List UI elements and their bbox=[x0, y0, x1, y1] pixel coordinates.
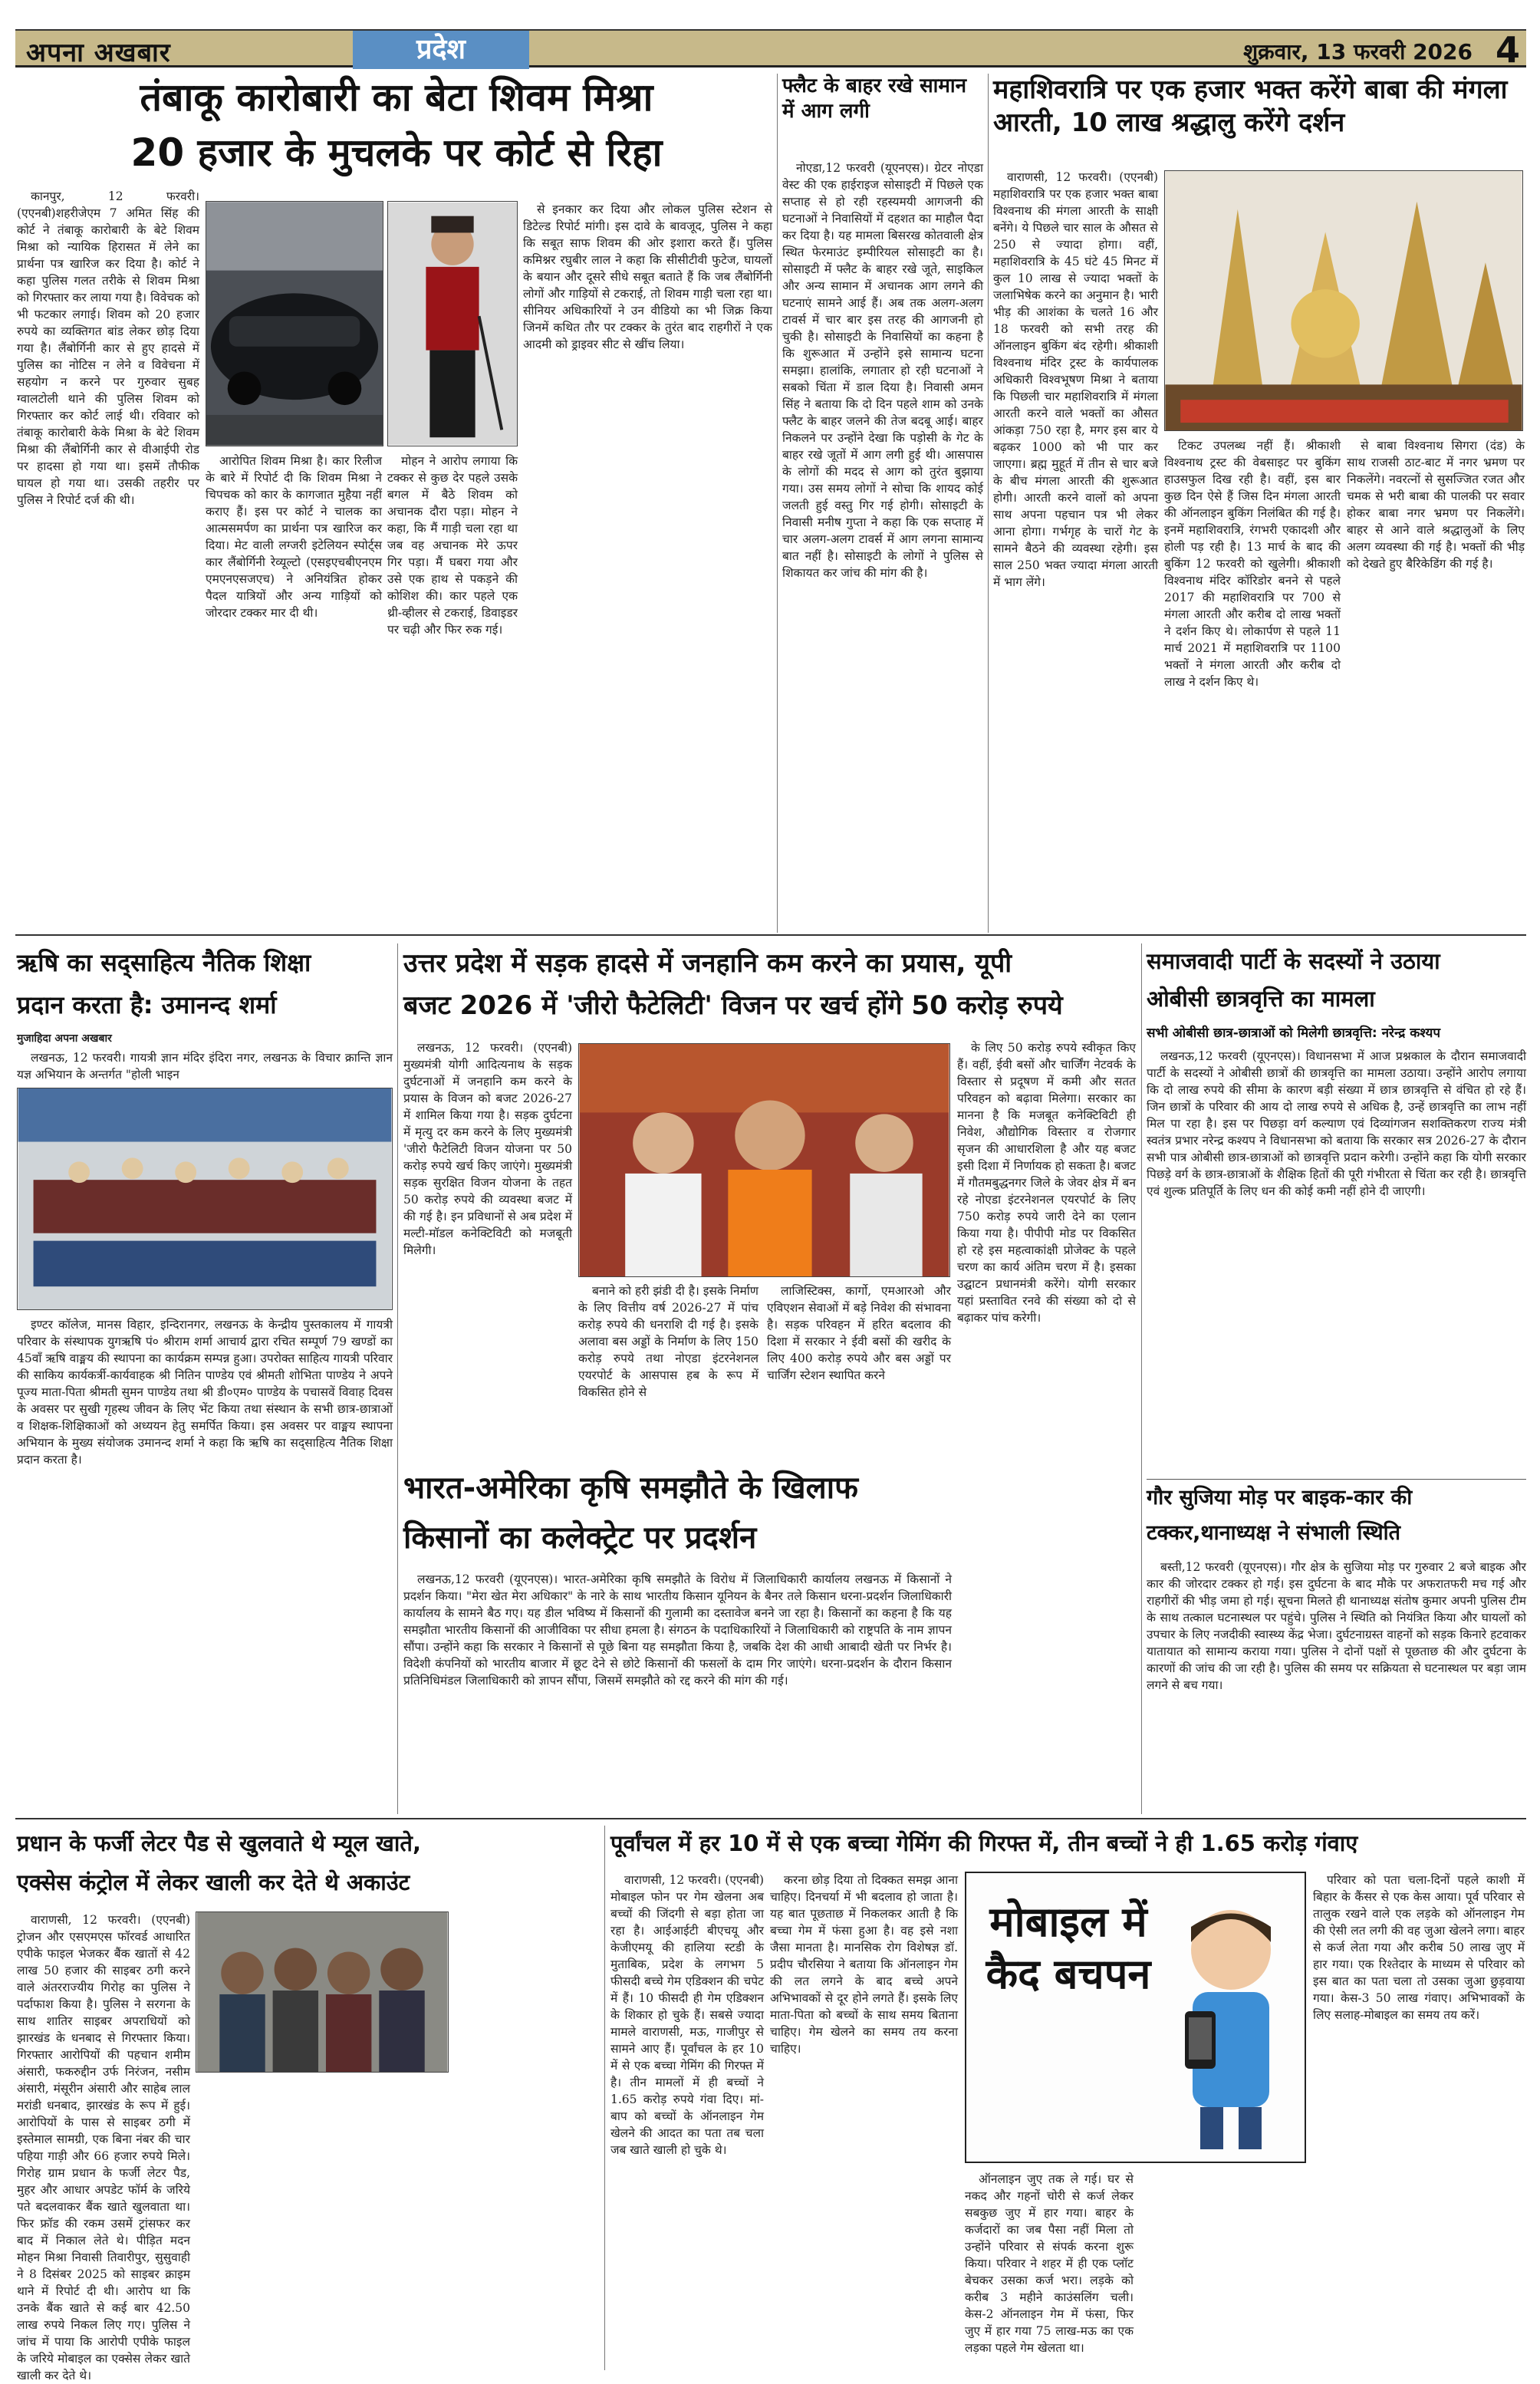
story10-column-2: करना छोड़ दिया तो दिक्कत समझ आना चाहिए। दिनचर्या में भी बदलाव हो जाता है। यह बात पूछताछ में निकलकर आती है कि बच्चा गेम में फंसा हुआ है। वह इसे नशा जैसा मानता है। मानसिक रोग विशेषज्ञ डॉ. प्रदीप चौरसिया ने बताया कि ऑनलाइन गेम की लत लगने के बाद बच्चे अपने अभिभावकों से दूर होने लगते हैं। इसके लिए माता-पिता को बच्चों के साथ समय बिताना चाहिए। गेम खेलने का समय तय करना चाहिए। bbox=[770, 1873, 958, 2056]
story7-headline-line2: ओबीसी छात्रवृत्ति का मामला bbox=[1147, 986, 1375, 1012]
story2-body: नोएडा,12 फरवरी (यूएनएस)। ग्रेटर नोएडा वेस्ट की एक हाईराइज सोसाइटी में पिछले एक सप्ताह से हो रही रहस्यमयी आगजनी की घटनाओं ने निवासियों में दहशत का माहौल पैदा कर दिया है। यह मामला बिसरख कोतवाली क्षेत्र स्थित फेरमाउंट इम्पीरियल सोसाइटी का है। सोसाइटी में फ्लैट के बाहर रखे जूते, साइकिल और अन्य सामान में अचानक आग लगने की घटनाएं सामने आई हैं। अब तक अलग-अलग टावर्स में चार बार इस तरह की आगजनी हो चुकी है। सोसाइटी के निवासियों का कहना है कि शुरूआत में उन्होंने इसे सामान्य घटना समझा। हालांकि, लगातार हो रही घटनाओं ने सबको चिंता में डाल दिया है। निवासी अमन सिंह ने बताया कि दो दिन पहले शाम को उनके फ्लैट के बाहर जलने की तेज बदबू आई। बाहर निकलने पर उन्होंने देखा कि पड़ोसी के गेट के बाहर रखे जूतों में आग लगी हुई थी। आसपास के लोगों की मदद से आग को तुरंत बुझाया गया। उस समय लोगों ने सोचा कि शायद कोई जलती हुई वस्तु गिर गई होगी। सोसाइटी के निवासी मनीष गुप्ता ने कहा कि एक सप्ताह में चार अलग-अलग टावर्स में आग लगना सामान्य बात नहीं है। सोसाइटी के लोगों ने पुलिस से शिकायत कर जांच की मांग की है। bbox=[782, 161, 983, 580]
column-divider bbox=[988, 74, 989, 933]
story1-column-2: आरोपित शिवम मिश्रा है। कार रिलीज के बारे में रिपोर्ट दी कि शिवम मिश्रा ने चिपचक को कार के कागजात मुहैया नहीं कराए हैं। इस पर कोर्ट ने चालक का आत्मसमर्पण का प्रार्थना पत्र खारिज कर दिया। मेट वाली लग्जरी इटेलियन स्पोर्ट्स कार लैंबोर्गिनी रेव्यूल्टो (एसइएचबीएनएम एमएनएसजएच) ने अनियंत्रित होकर पैदल यात्रियों और अन्य गाड़ियों को जोरदार टक्कर मार दी थी। bbox=[206, 454, 382, 620]
story5-column-3: लाजिस्टिक्स, कार्गो, एमआरओ और एविएशन सेवाओं में बड़े निवेश की संभावना है। सड़क परिवहन में हरित बदलाव की दिशा में सरकार ने ईवी बसों की खरीद के लिए 400 करोड़ रुपये और बस अड्डों पर चार्जिंग स्टेशन स्थापित करने bbox=[767, 1284, 951, 1382]
temple-photo bbox=[1164, 170, 1523, 431]
story5-headline-line1: उत्तर प्रदेश में सड़क हादसे में जनहानि कम करने का प्रयास, यूपी bbox=[403, 948, 1012, 979]
story3-column-3: से बाबा विश्वनाथ सिगरा (दंड) के साथ राजसी ठाट-बाट में नगर भ्रमण पर निकलेंगे। नवरत्नों से सुसज्जित रजत और चमक से भरी बाबा की पालकी पर सवार होकर बाबा नगर भ्रमण पर निकलेंगे। बाहर से आने वाले श्रद्धालुओं के लिए अलग व्यवस्था की गई है। भक्तों की भीड़ को देखते हुए बैरिकेडिंग की गई है। bbox=[1347, 439, 1525, 571]
story4-body: इण्टर कॉलेज, मानस विहार, इन्दिरानगर, लखनऊ के केन्द्रीय पुस्तकालय में गायत्री परिवार के संस्थापक युगऋषि पं० श्रीराम शर्मा आचार्य द्वारा रचित सम्पूर्ण 79 खण्डों का 45वाँ ऋषि वाङ्मय की स्थापना का कार्यक्रम सम्पन्न हुआ। उपरोक्त साहित्य गायत्री परिवार की साकिय कार्यकर्त्री-कार्यवाहक श्री नितिन पाण्डेय एवं श्रीमती शोभिता पाण्डेय ने अपने पूज्य माता-पिता श्रीमती सुमन पाण्डेय तथा श्री डी०एम० पाण्डेय के पचासवें विवाह दिवस के अवसर पर सुखी गृहस्थ जीवन के लिए भेंट किया तथा संस्थान के सभी छात्र-छात्राओं व शिक्षक-शिक्षिकाओं को अध्ययन हेतु समर्पित किया। इस अवसर पर वाङ्मय स्थापना अभियान के मुख्य संयोजक उमानन्द शर्मा ने कहा कि ऋषि का सद्साहित्य नैतिक शिक्षा प्रदान करता है। bbox=[17, 1318, 393, 1467]
story1-column-3: मोहन ने आरोप लगाया कि टक्कर से कुछ देर पहले उसके बगल में बैठे शिवम को अचानक दौरा पड़ा। मोहन ने कहा, कि मैं गाड़ी चला रहा था जब वह अचानक मेरे ऊपर गिर पड़ा। मैं घबरा गया और उसे एक हाथ से पकड़ने की कोशिश की। कार पहले एक थ्री-व्हीलर से टकराई, डिवाइडर पर चढ़ी और फिर रुक गई। bbox=[387, 454, 518, 637]
story5-column-1: लखनऊ, 12 फरवरी। (एएनबी) मुख्यमंत्री योगी आदित्यनाथ के सड़क दुर्घटनाओं में जनहानि कम करने के प्रयास के विजन को बजट 2026-27 में शामिल किया गया है। सड़क दुर्घटना में मृत्यु दर कम करने के लिए मुख्यमंत्री 'जीरो फैटेलिटी विजन योजना पर 50 करोड़ रुपये खर्च किए जाएंगे। मुख्यमंत्री सड़क सुरक्षित विजन योजना के तहत 50 करोड़ रुपये की व्यवस्था बजट में की गई है। इन प्रविधानों से अब प्रदेश में मल्टी-मॉडल कनेक्टिविटी को मजबूती मिलेगी। bbox=[403, 1041, 572, 1257]
yogi-photo bbox=[578, 1043, 950, 1277]
story7-subhead: सभी ओबीसी छात्र-छात्राओं को मिलेगी छात्रवृत्ति: नरेन्द्र कश्यप bbox=[1147, 1026, 1441, 1041]
column-divider bbox=[604, 1826, 605, 2370]
column-divider bbox=[397, 943, 398, 1814]
story3-column-1: वाराणसी, 12 फरवरी। (एएनबी) महाशिवरात्रि पर एक हजार भक्त बाबा विश्वनाथ की मंगला आरती के साक्षी बनेंगे। ये पिछले चार साल के औसत से 250 से ज्यादा होगा। वहीं, महाशिवरात्रि के 45 घंटे 45 मिनट में कुल 10 लाख से ज्यादा भक्तों के जलाभिषेक करने का अनुमान है। भारी भीड़ की आशंका के चलते 16 और 18 फरवरी को सभी तरह की ऑनलाइन बुकिंग बंद रहेगी। श्रीकाशी विश्वनाथ मंदिर ट्रस्ट के कार्यपालक अधिकारी विश्वभूषण मिश्रा ने बताया कि पिछली चार महाशिवरात्रि में मंगला आरती करने वाले भक्तों का औसत आंकड़ा 750 रहा है, मगर इस बार ये बढ़कर 1000 को भी पार कर जाएगा। ब्रह्म मुहूर्त में तीन से चार बजे के बीच मंगला आरती की शुरूआत होगी। आरती करने वालों को अपना साथ अपना पहचान पत्र भी लेकर आना होगा। गर्भगृह के चारों गेट के सामने बैठने की व्यवस्था रहेगी। इस साल 250 भक्त ज्यादा मंगला आरती में भाग लेंगे। bbox=[993, 170, 1158, 589]
page-number: 4 bbox=[1495, 29, 1520, 71]
arrested-men-photo bbox=[196, 1911, 449, 2073]
story7-body: लखनऊ,12 फरवरी (यूएनएस)। विधानसभा में आज प्रश्नकाल के दौरान समाजवादी पार्टी के सदस्यों ने ओबीसी छात्रों की छात्रवृत्ति का मामला उठाया। उन्होंने आरोप लगाया कि दो लाख रुपये की सीमा के कारण बड़ी संख्या में छात्र छात्रवृत्ति से वंचित हो रहे हैं। जिन छात्रों के परिवार की आय दो लाख रुपये से अधिक है, उन्हें छात्रवृत्ति का लाभ नहीं मिल पा रहा है। इस पर पिछड़ा वर्ग कल्याण एवं दिव्यांगजन सशक्तिकरण राज्य मंत्री स्वतंत्र प्रभार नरेन्द्र कश्यप ने विधानसभा को बताया कि सरकार सत्र 2026-27 के दौरान सभी पात्र ओबीसी छात्र-छात्राओं को छात्रवृत्ति प्रदान करेगी। उन्होंने कहा कि योगी सरकार पिछड़े वर्ग के छात्र-छात्राओं के शैक्षिक हितों की पूरी गंभीरता से चिंता कर रही है। छात्रवृत्ति एवं शुल्क प्रतिपूर्ति के लिए धन की कोई कमी नहीं होने दी जाएगी। bbox=[1147, 1049, 1526, 1198]
story10-column-4: परिवार को पता चला-दिनों पहले काशी में बिहार के कैंसर से एक केस आया। पूर्व परिवार से तालुक रखने वाले एक लड़के को ऑनलाइन गेम की ऐसी लत लगी की वह जुआ खेलने लगा। बाहर से कर्ज लेता गया और करीब 50 लाख जुए में हार गया। एक रिश्तेदार के माध्यम से परिवार को इस बात का पता चला तो उसका जुआ छुड़वाया गया। केस-3 50 लाख गंवाए। अभिभावकों के लिए सलाह-मोबाइल का समय तय करें। bbox=[1313, 1873, 1525, 2022]
story1-headline-line1: तंबाकू कारोबारी का बेटा शिवम मिश्रा bbox=[140, 75, 653, 120]
story5-column-2: बनाने को हरी झंडी दी है। इसके निर्माण के लिए वित्तीय वर्ष 2026-27 में पांच करोड़ रुपये की धनराशि दी गई है। इसके अलावा बस अड्डों के निर्माण के लिए 150 करोड़ रुपये तथा नोएडा इंटरनेशनल एयरपोर्ट के आसपास हब के रूप में विकसित होने से bbox=[578, 1284, 758, 1399]
story6-body: लखनऊ,12 फरवरी (यूएनएस)। भारत-अमेरिका कृषि समझौते के विरोध में जिलाधिकारी कार्यालय लखनऊ में किसानों ने प्रदर्शन किया। "मेरा खेत मेरा अधिकार" के नारे के साथ भारतीय किसान यूनियन के बैनर तले किसान धरना-प्रदर्शन जिलाधिकारी कार्यालय के सामने बैठ गए। यह डील भविष्य में किसानों की गुलामी का दस्तावेज बनने जा रहा है। किसानों का कहना है कि यह समझौता भारतीय किसानों की आजीविका पर सीधा हमला है। संगठन के पदाधिकारियों ने जिलाधिकारी को राष्ट्रपति के नाम ज्ञापन सौंपा। उन्होंने कहा कि सरकार ने किसानों से पूछे बिना यह समझौता किया है, जबकि देश की आधी आबादी खेती पर निर्भर है। विदेशी कंपनियों को भारतीय बाजार में छूट देने से छोटे किसानों की फसलों के दाम गिर जाएंगे। धरना-प्रदर्शन के दौरान किसान प्रतिनिधिमंडल जिलाधिकारी को ज्ञापन सौंपा, जिसमें समझौते को रद्द करने की मांग की गई। bbox=[403, 1572, 952, 1688]
story-rule bbox=[1147, 1479, 1526, 1480]
masthead bbox=[15, 29, 1526, 71]
shivam-photo bbox=[387, 201, 518, 446]
mobile-childhood-box bbox=[965, 1872, 1306, 2163]
story8-headline-line1: गौर सुजिया मोड़ पर बाइक-कार की bbox=[1147, 1486, 1413, 1510]
box-title: मोबाइल में कैद बचपन bbox=[986, 1898, 1151, 1998]
library-event-photo bbox=[17, 1088, 393, 1310]
story1-headline-line2: 20 हजार के मुचलके पर कोर्ट से रिहा bbox=[130, 130, 663, 175]
section-tab: प्रदेश bbox=[353, 31, 529, 69]
story7-headline-line1: समाजवादी पार्टी के सदस्यों ने उठाया bbox=[1147, 948, 1440, 974]
story10-headline: पूर्वांचल में हर 10 में से एक बच्चा गेमिंग की गिरफ्त में, तीन बच्चों ने ही 1.65 करोड़ गंवाए bbox=[610, 1830, 1358, 1856]
paper-name: अपना अखबार bbox=[26, 38, 171, 68]
story4-intro: लखनऊ, 12 फरवरी। गायत्री ज्ञान मंदिर इंदिरा नगर, लखनऊ के विचार क्रान्ति ज्ञान यज्ञ अभियान के अन्तर्गत "होली भाइन bbox=[17, 1051, 393, 1082]
issue-date: शुक्रवार, 13 फरवरी 2026 bbox=[1243, 39, 1473, 64]
story4-headline-line1: ऋषि का सद्साहित्य नैतिक शिक्षा bbox=[17, 948, 311, 977]
story3-column-2: टिकट उपलब्ध नहीं हैं। श्रीकाशी विश्वनाथ ट्रस्ट की वेबसाइट पर बुकिंग हाउसफुल दिख रही है। वहीं, इस बार कुछ दिन ऐसे हैं जिस दिन मंगला आरती की ऑनलाइन बुकिंग निलंबित की गई है। इनमें महाशिवरात्रि, रंगभरी एकादशी और होली पड़ रही है। 13 मार्च के बाद की बुकिंग 12 फरवरी को खुलेगी। श्रीकाशी विश्वनाथ मंदिर कॉरिडोर बनने से पहले 2017 की महाशिवरात्रि पर 700 से मंगला आरती और करीब दो लाख भक्तों ने दर्शन किए थे। लोकार्पण से पहले 11 मार्च 2021 में महाशिवरात्रि पर 1100 भक्तों ने मंगला आरती और करीब दो लाख ने दर्शन किए थे। bbox=[1164, 439, 1341, 689]
child-with-phone-illustration bbox=[1162, 1896, 1296, 2149]
section-rule bbox=[15, 1818, 1526, 1819]
story4-headline-line2: प्रदान करता है: उमानन्द शर्मा bbox=[17, 990, 277, 1019]
story4-dateline: मुजाहिदा अपना अखबार bbox=[17, 1032, 112, 1045]
story5-column-4: के लिए 50 करोड़ रुपये स्वीकृत किए हैं। वहीं, ईवी बसों और चार्जिंग नेटवर्क के विस्तार से प्रदूषण में कमी और सतत परिवहन को बढ़ावा मिलेगा। सरकार का मानना है कि मजबूत कनेक्टिविटी ही निवेश, औद्योगिक विस्तार व रोजगार सृजन की आधारशिला है और यह बजट इसी दिशा में निर्णायक हो सकता है। बजट में गौतमबुद्धनगर जिले के जेवर क्षेत्र में बन रहे नोएडा इंटरनेशनल एयरपोर्ट के लिए 750 करोड़ रुपये जारी देने का एलान किया गया है। पीपीपी मोड पर विकसित हो रहे इस महत्वाकांक्षी प्रोजेक्ट के पहले चरण का कार्य अंतिम चरण में है। इसका उद्घाटन प्रधानमंत्री करेंगे। योगी सरकार यहां प्रस्तावित रनवे की संख्या को दो से बढ़ाकर पांच करेगी। bbox=[957, 1041, 1136, 1325]
story8-body: बस्ती,12 फरवरी (यूएनएस)। गौर क्षेत्र के सुजिया मोड़ पर गुरुवार 2 बजे बाइक और कार की जोरदार टक्कर हो गई। इस दुर्घटना के बाद मौके पर अफरातफरी मच गई और राहगीरों की भीड़ जमा हो गई। सूचना मिलते ही थानाध्यक्ष संतोष कुमार अपनी पुलिस टीम के साथ तत्काल घटनास्थल पर पहुंचे। पुलिस ने स्थिति को नियंत्रित किया और घायलों को उपचार के लिए नजदीकी स्वास्थ्य केंद्र भेजा। दुर्घटनाग्रस्त वाहनों को सड़क किनारे हटवाकर यातायात को सामान्य कराया गया। पुलिस ने दोनों पक्षों से पूछताछ की और दुर्घटना के कारणों की जांच की जा रही है। पुलिस की समय पर सक्रियता से घटनास्थल पर बड़ा जाम लगने से बच गया। bbox=[1147, 1560, 1526, 1692]
story5-headline-line2: बजट 2026 में 'जीरो फैटेलिटी' विजन पर खर्च होंगे 50 करोड़ रुपये bbox=[403, 990, 1063, 1021]
story10-column-3: ऑनलाइन जुए तक ले गई। घर से नकद और गहनों चोरी से कर्ज लेकर सबकुछ जुए में हार गया। बाहर के कर्जदारों का जब पैसा नहीं मिला तो उन्होंने परिवार से संपर्क करना शुरू किया। परिवार ने शहर में ही एक प्लॉट बेचकर उसका कर्ज भरा। लड़के को करीब 3 महीने काउंसलिंग चली। केस-2 ऑनलाइन गेम में फंसा, फिर जुए में हार गया 75 लाख-मऊ का एक लड़का पहले गेम खेलता था। bbox=[965, 2172, 1134, 2355]
story9-headline-line1: प्रधान के फर्जी लेटर पैड से खुलवाते थे म्यूल खाते, bbox=[17, 1830, 421, 1856]
story3-headline: महाशिवरात्रि पर एक हजार भक्त करेंगे बाबा की मंगला आरती, 10 लाख श्रद्धालु करेंगे दर्शन bbox=[993, 74, 1508, 138]
column-divider bbox=[777, 74, 778, 933]
story10-column-1: वाराणसी, 12 फरवरी। (एएनबी) मोबाइल फोन पर गेम खेलना अब बच्चों की जिंदगी से बड़ा होता जा रहा है। आईआईटी बीएचयू और केजीएमयू की हालिया स्टडी के मुताबिक, प्रदेश के लगभग 5 फीसदी बच्चे गेम एडिक्शन की चपेट में हैं। 10 फीसदी ही गेम एडिक्शन के शिकार हो चुके हैं। सबसे ज्यादा मामले वाराणसी, मऊ, गाजीपुर से सामने आए हैं। पूर्वांचल के हर 10 में से एक बच्चा गेमिंग की गिरफ्त में है। तीन मामलों में ही बच्चों ने 1.65 करोड़ रुपये गंवा दिए। मां-बाप को बच्चों के ऑनलाइन गेम खेलने की आदत का पता तब चला जब खाते खाली हो चुके थे। bbox=[610, 1873, 764, 2157]
story9-body: वाराणसी, 12 फरवरी। (एएनबी) ट्रोजन और एसएमएस फॉरवर्ड आधारित एपीके फाइल भेजकर बैंक खातों से 42 लाख 50 हजार की साइबर ठगी करने वाले अंतरराज्यीय गिरोह का पुलिस ने पर्दाफाश किया है। पुलिस ने सरगना के साथ शातिर साइबर अपराधियों को झारखंड के धनबाद से गिरफ्तार किया। गिरफ्तार आरोपियों की पहचान शमीम अंसारी, फकरुद्दीन उर्फ निरंजन, नसीम अंसारी, मंसूरीन अंसारी और साहेब लाल मरांडी धनबाद, झारखंड के रूप में हुई। आरोपियों के पास से साइबर ठगी में इस्तेमाल सामग्री, एक बिना नंबर की चार पहिया गाड़ी और 66 हजार रुपये मिले। गिरोह ग्राम प्रधान के फर्जी लेटर पैड, मुहर और आधार अपडेट फॉर्म के जरिये पते बदलवाकर बैंक खाते खुलवाता था। फिर फ्रॉड की रकम उसमें ट्रांसफर कर बाद में निकाल लेते थे। पीड़ित मदन मोहन मिश्रा निवासी तिवारीपुर, सुसुवाही ने 8 दिसंबर 2025 को साइबर क्राइम थाने में रिपोर्ट दी थी। आरोप था कि उनके बैंक खाते से कई बार 42.50 लाख रुपये निकल लिए गए। पुलिस ने जांच में पाया कि आरोपी एपीके फाइल के जरिये मोबाइल का एक्सेस लेकर खाते खाली कर देते थे। bbox=[17, 1913, 190, 2382]
story1-column-4: से इनकार कर दिया और लोकल पुलिस स्टेशन से डिटेल्ड रिपोर्ट मांगी। इस दावे के बावजूद, पुलिस ने कहा कि सबूत साफ शिवम की ओर इशारा करते हैं। पुलिस कमिश्नर रघुबीर लाल ने कहा कि सीसीटीवी फुटेज, घायलों के बयान और दूसरे सीधे सबूत बताते हैं कि जब लैंबोर्गिनी लोगों और गाड़ियों से टकराई, तो शिवम गाड़ी चला रहा था। सीनियर अधिकारियों ने उन वीडियो का भी जिक्र किया जिनमें कथित तौर पर टक्कर के तुरंत बाद राहगीरों ने एक आदमी को ड्राइवर सीट से खींच लिया। bbox=[523, 203, 772, 351]
story9-headline-line2: एक्सेस कंट्रोल में लेकर खाली कर देते थे अकाउंट bbox=[17, 1869, 410, 1895]
story6-headline-line1: भारत-अमेरिका कृषि समझौते के खिलाफ bbox=[403, 1470, 858, 1506]
story6-headline-line2: किसानों का कलेक्ट्रेट पर प्रदर्शन bbox=[403, 1520, 757, 1556]
car-photo bbox=[206, 201, 383, 446]
story1-column-1: कानपुर, 12 फरवरी। (एएनबी)शहरीजेएम 7 अमित सिंह की कोर्ट ने तंबाकू कारोबारी के बेटे शिवम मिश्रा को न्यायिक हिरासत में लेने का प्रार्थना पत्र खारिज कर दिया है। कोर्ट ने कहा पुलिस गलत तरीके से शिवम मिश्रा को गिरफ्तार कर लाया गया है। विवेचक को भी फटकार लगाई। शिवम को 20 हजार रुपये का व्यक्तिगत बांड लेकर छोड़ दिया गया है। लैंबोर्गिनी कार से हुए हादसे में पुलिस का नोटिस न लेने व विवेचना में सहयोग न करने पर गुरुवार सुबह ग्वालटोली थाने की पुलिस शिवम को गिरफ्तार कर कोर्ट लाई थी। रविवार को तंबाकू कारोबारी केके मिश्रा के बेटे शिवम मिश्रा की लैंबोर्गिनी कार से वीआईपी रोड पर हादसा हो गया था। इसमें तौफीक घायल हो गया था। उसकी तहरीर पर पुलिस ने रिपोर्ट दर्ज की थी। bbox=[17, 189, 199, 507]
column-divider bbox=[1141, 943, 1142, 1814]
story2-headline: फ्लैट के बाहर रखे सामान में आग लगी bbox=[782, 74, 967, 123]
section-rule bbox=[15, 934, 1526, 936]
story8-headline-line2: टक्कर,थानाध्यक्ष ने संभाली स्थिति bbox=[1147, 1521, 1401, 1545]
